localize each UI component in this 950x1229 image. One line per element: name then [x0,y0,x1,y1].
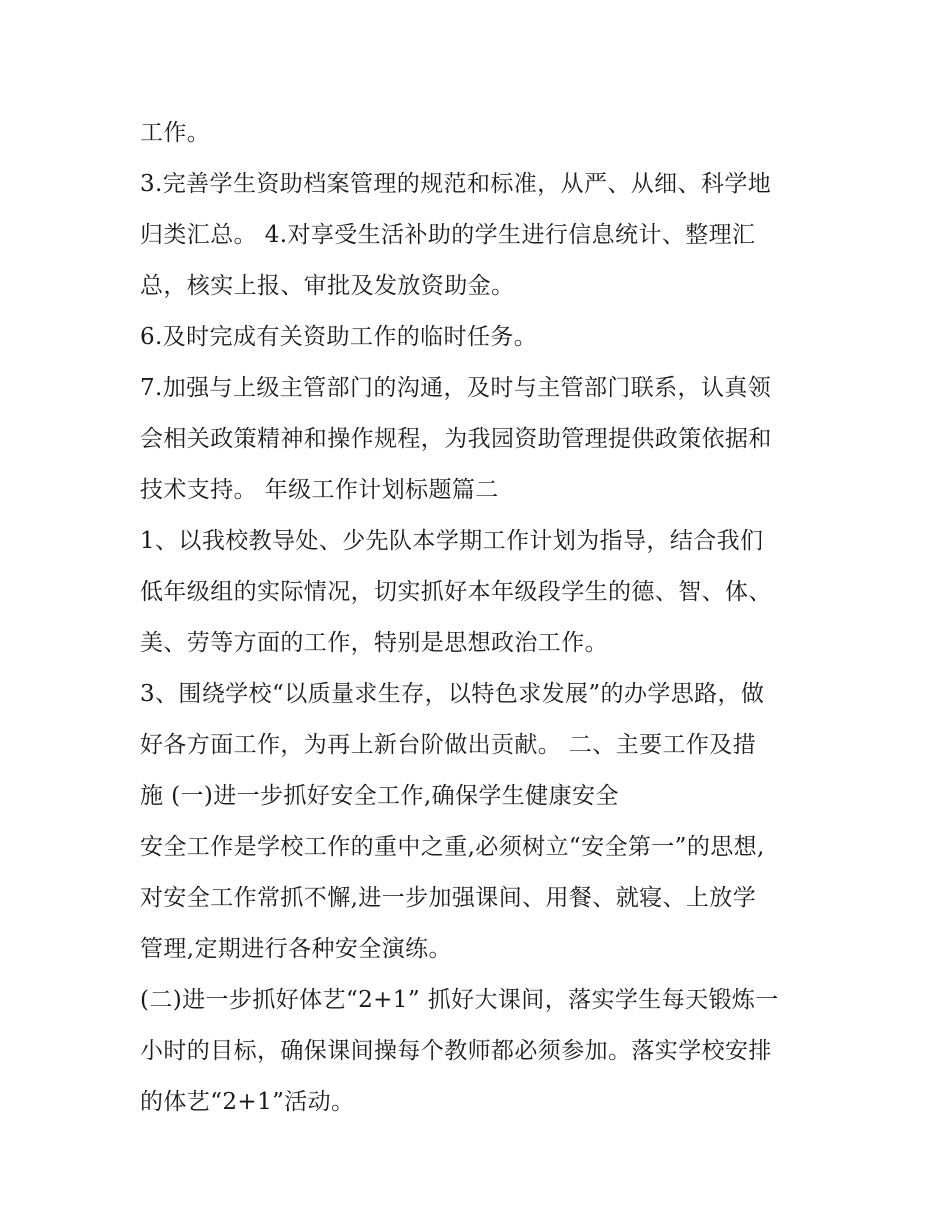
text-line: 对安全工作常抓不懈,进一步加强课间、用餐、就寝、上放学 [140,885,757,911]
text-line: 美、劳等方面的工作，特别是思想政治工作。 [140,630,608,656]
text-line: 总，核实上报、审批及发放资助金。 [140,273,515,299]
text-line: 3.完善学生资助档案管理的规范和标准，从严、从细、科学地 [140,171,772,197]
text-line: 的体艺“2+1”活动。 [140,1089,355,1115]
text-line: 7.加强与上级主管部门的沟通，及时与主管部门联系，认真领 [140,375,772,401]
text-line: 管理,定期进行各种安全演练。 [140,936,452,962]
text-line: 小时的目标，确保课间操每个教师都必须参加。落实学校安排 [140,1038,772,1064]
text-line: 3、围绕学校“以质量求生存，以特色求发展”的办学思路，做 [140,681,765,707]
text-line: 安全工作是学校工作的重中之重,必须树立“安全第一”的思想, [140,834,765,860]
text-line: 工作。 [140,120,211,146]
text-line: 低年级组的实际情况，切实抓好本年级段学生的德、智、体、 [140,579,772,605]
text-line: 归类汇总。 4.对享受生活补助的学生进行信息统计、整理汇 [140,222,756,248]
text-line: 1、以我校教导处、少先队本学期工作计划为指导，结合我们 [140,528,764,554]
text-line: 技术支持。 年级工作计划标题篇二 [140,477,499,503]
text-line: (二)进一步抓好体艺“2+1” 抓好大课间，落实学生每天锻炼一 [140,987,779,1013]
text-line: 会相关政策精神和操作规程，为我园资助管理提供政策依据和 [140,426,772,452]
text-line: 施 (一)进一步抓好安全工作,确保学生健康安全 [140,783,619,809]
text-line: 6.及时完成有关资助工作的临时任务。 [140,324,538,350]
text-line: 好各方面工作，为再上新台阶做出贡献。 二、主要工作及措 [140,732,757,758]
document-page [140,108,820,1128]
